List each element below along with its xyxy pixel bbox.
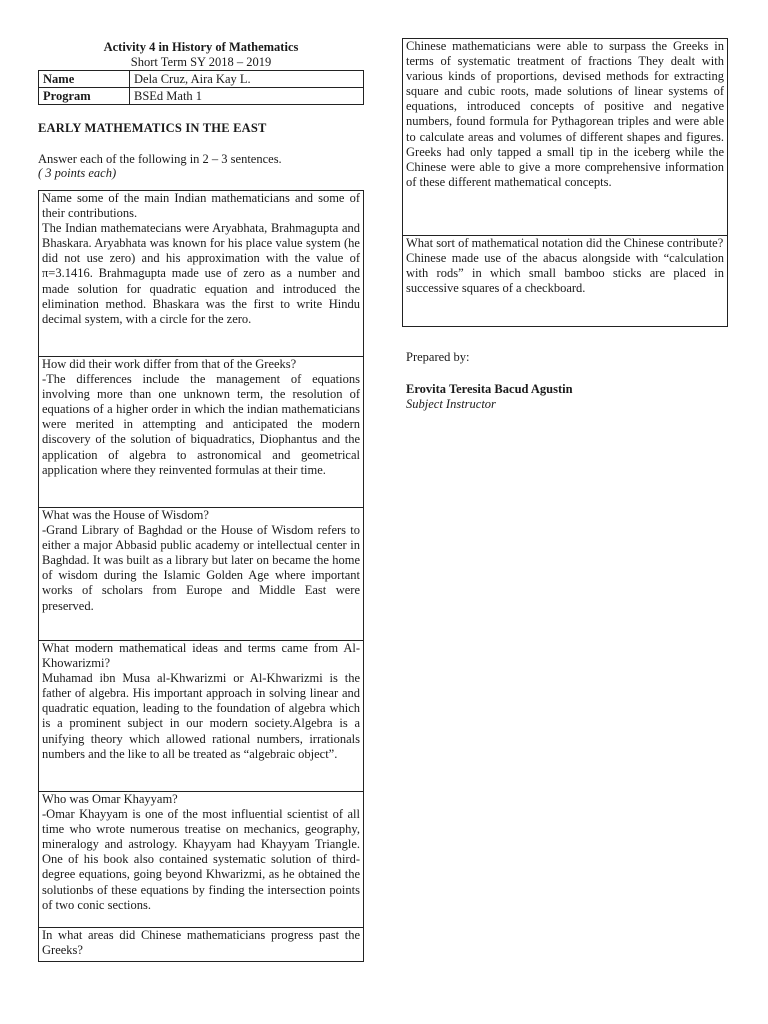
qa-line-first: What sort of mathematical notation did the Chinese contribute? bbox=[406, 236, 724, 250]
qa-line: -The differences include the management of equations involving more than one unknown term, the resolution of equations of a higher order in which the indian mathematicians were merited in attempting and anticipated the modern discovery of the solution of biquadratics, Diophantus and the application of algebra to astronomical and geometrical application where they reinvented formulas at their time. bbox=[42, 372, 360, 477]
qa-line: Muhamad ibn Musa al-Khwarizmi or Al-Khwarizmi is the father of algebra. His important approach in solving linear and quadratic equation, leading to the foundation of algebra which is a prominent subject in our modern society.Algebra is a unifying theory which allowed rational numbers, irrationals numbers and the like to all be treated as “algebraic object”. bbox=[42, 671, 360, 761]
qa-text bbox=[42, 508, 360, 614]
program-value: BSEd Math 1 bbox=[130, 88, 364, 105]
qa-text bbox=[42, 641, 360, 762]
instructor-name: Erovita Teresita Bacud Agustin bbox=[406, 382, 573, 396]
qa-line: -Omar Khayyam is one of the most influential scientist of all time who wrote numerous treatise on mechanics, geography, mineralogy and astrology. Khayyam had Khayyam Triangle. One of his book also contained systematic solution of third-degree equations, going beyond Khwarizmi, as he obtained the solutionbs of these equations by finding the intersection points of two conic sections. bbox=[42, 807, 360, 912]
qa-line-first: Chinese mathematicians were able to surpass the Greeks in terms of systematic treatment of fractions They dealt with various kinds of proportions, devised methods for extracting square and cubic roots, made solutions of linear systems of equations, introduced concepts of positive and negative numbers, found formula for Pythagorean triples and were able to calculate areas and volumes of different shapes and figures. Greeks had only tapped a small tip in the iceberg while the Chinese were able to give a more comprehensive information of these different mathematical concepts. bbox=[406, 39, 724, 189]
program-label: Program bbox=[39, 88, 130, 105]
qa-cell bbox=[403, 236, 727, 326]
qa-text bbox=[406, 39, 724, 190]
qa-line-first: Name some of the main Indian mathematicians and some of their contributions. bbox=[42, 191, 360, 221]
qa-text bbox=[42, 928, 360, 958]
prepared-by-label: Prepared by: bbox=[406, 350, 470, 364]
qa-line: -Grand Library of Baghdad or the House of Wisdom refers to either a major Abbasid public academy or intellectual center in Baghdad. It was built as a library but later on became the home of wisdom during the Islamic Golden Age where important works of scholars from Europe and Middle East were preserved. bbox=[42, 523, 360, 613]
qa-text bbox=[42, 191, 360, 327]
term-subtitle: Short Term SY 2018 – 2019 bbox=[130, 55, 272, 69]
qa-cell bbox=[39, 928, 363, 961]
qa-cell bbox=[39, 792, 363, 928]
qa-text bbox=[42, 357, 360, 478]
qa-line-first: Who was Omar Khayyam? bbox=[42, 792, 178, 806]
info-row-name bbox=[39, 71, 364, 88]
qa-cell bbox=[39, 508, 363, 641]
qa-cell bbox=[403, 39, 727, 236]
name-value: Dela Cruz, Aira Kay L. bbox=[130, 71, 364, 88]
qa-cell bbox=[39, 191, 363, 357]
qa-line: Chinese made use of the abacus alongside with “calculation with rods” in which small bamboo sticks are placed in successive squares of a checkboard. bbox=[406, 251, 724, 296]
instructor-role: Subject Instructor bbox=[406, 397, 496, 411]
qa-line: The Indian mathematecians were Aryabhata, Brahmagupta and Bhaskara. Aryabhata was known for his place value system (he did not use zero) and his approximation with the value of π=3.1416. Brahmagupta made use of zero as a number and made solution for quadratic equation and introduced the elimination method. Bhaskara was the first to write Hindu decimal system, with a circle for the zero. bbox=[42, 221, 360, 326]
qa-line-first: What modern mathematical ideas and terms came from Al-Khowarizmi? bbox=[42, 641, 360, 671]
qa-table-right bbox=[402, 38, 728, 327]
instructions bbox=[38, 152, 364, 180]
name-label: Name bbox=[39, 71, 130, 88]
student-info-table bbox=[38, 70, 364, 105]
info-row-program bbox=[39, 88, 364, 105]
qa-cell bbox=[39, 357, 363, 508]
activity-title: Activity 4 in History of Mathematics bbox=[103, 40, 299, 54]
qa-text bbox=[42, 792, 360, 913]
qa-table-left bbox=[38, 190, 364, 962]
right-column bbox=[402, 38, 728, 412]
qa-line-first: In what areas did Chinese mathematicians progress past the Greeks? bbox=[42, 928, 360, 958]
instructions-points: ( 3 points each) bbox=[38, 166, 117, 180]
qa-line-first: How did their work differ from that of the Greeks? bbox=[42, 357, 297, 371]
qa-line-first: What was the House of Wisdom? bbox=[42, 508, 209, 522]
instructions-line: Answer each of the following in 2 – 3 sentences. bbox=[38, 152, 282, 166]
section-heading: EARLY MATHEMATICS IN THE EAST bbox=[38, 121, 267, 135]
qa-text bbox=[406, 236, 724, 296]
qa-cell bbox=[39, 641, 363, 792]
left-column bbox=[38, 38, 364, 962]
